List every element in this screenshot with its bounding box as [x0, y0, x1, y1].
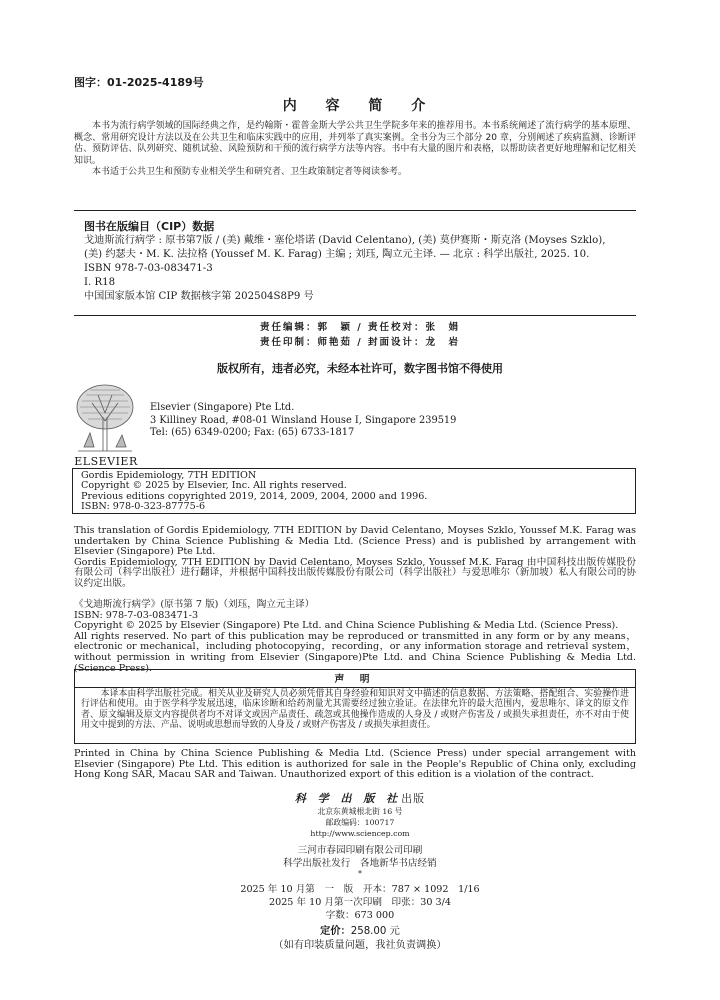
quality-note: （如有印装质量问题，我社负责调换） — [273, 939, 447, 951]
original-edition-box — [72, 468, 636, 514]
publisher-name — [0, 790, 720, 806]
staff-line — [0, 320, 720, 335]
divider — [74, 315, 636, 316]
cip-line: (美) 约瑟夫・M. K. 法拉格 (Youssef M. K. Farag) 主编 ; 刘珏, 陶立元主译. — 北京 : 科学出版社, 2025. 10. — [84, 249, 590, 260]
original-edition-line: Previous editions copyrighted 2019, 2014, 2009, 2004, 2000 and 1996. — [81, 490, 428, 502]
publisher-url: http://www.sciencep.com — [310, 829, 410, 838]
translation-chinese: Gordis Epidemiology, 7TH EDITION by David Celentano, Moyses Szklo, Youssef M.K. Farag 由中国科技出版传媒股份有限公司（科学出版社）进行翻译，并根据中国科技出版传媒股份有限公司（科学出版社）与爱思唯尔（新加坡）私人有限公司的协议约定出版。 — [74, 556, 636, 589]
printing-line: 2025 年 10 月第一次印刷 印张：30 3/4 — [269, 897, 451, 909]
publisher-address: 北京东黄城根北街 16 号 — [317, 807, 403, 816]
book-info — [74, 600, 636, 674]
translation-english: This translation of Gordis Epidemiology, 7TH EDITION by David Celentano, Moyses Szklo, Youssef M.K. Farag was undertaken by China Science Publishing & Media Ltd. (Science Press) and is published by arrangement with Elsevier (Singapore) Pte Ltd. — [74, 525, 636, 558]
edition-info — [0, 883, 720, 923]
rights-notice: 版权所有，违者必究，未经本社许可，数字图书馆不得使用 — [217, 362, 503, 375]
address-line: Elsevier (Singapore) Pte Ltd. — [150, 402, 295, 413]
printer-block — [0, 844, 720, 878]
elsevier-logo-text: ELSEVIER — [74, 455, 138, 468]
staff-line — [0, 335, 720, 350]
word-count: 字数：673 000 — [325, 910, 395, 922]
translation-notice — [74, 526, 636, 590]
edition-line: 2025 年 10 月第 一 版 开本：787 × 1092 1/16 — [240, 884, 480, 895]
cip-data — [84, 234, 636, 304]
disclaimer-box — [74, 669, 636, 744]
address-line: Tel: (65) 6349-0200; Fax: (65) 6733-1817 — [150, 427, 355, 438]
separator-star: * — [358, 869, 362, 878]
publisher-suffix: 出版 — [401, 792, 426, 805]
summary-title: 内 容 简 介 — [282, 98, 438, 114]
publisher-block — [0, 790, 720, 839]
disclaimer-body: 本译本由科学出版社完成。相关从业及研究人员必须凭借其自身经验和知识对文中描述的信息数据、方法策略、搭配组合、实验操作进行评估和使用。由于医学科学发展迅速，临床诊断和给药剂量尤其需要经过独立验证。在法律允许的最大范围内，爱思唯尔、译文的原文作者、原文编辑及原文内容提供者均不对译文或因产品责任、疏忽或其他操作造成的人身及 / 或财产伤害及 / 或损失承担责任，亦不对由于使用文中提到的方法、产品、说明或思想而导致的人身及 / 或财产伤害及 / 或损失承担责任。 — [81, 689, 629, 731]
original-edition-line: Gordis Epidemiology, 7TH EDITION — [81, 470, 257, 481]
divider — [74, 210, 636, 211]
staff-editors: 责任编辑：郭 颖 / 责任校对：张 娟 — [259, 322, 461, 333]
original-edition-line: Copyright © 2025 by Elsevier, Inc. All rights reserved. — [81, 480, 347, 492]
cip-line: Ⅰ. R18 — [84, 277, 116, 288]
price-label: 定价： — [320, 926, 351, 937]
summary-paragraph: 本书为流行病学领域的国际经典之作，是约翰斯・霍普金斯大学公共卫生学院多年来的推荐用书。本书系统阐述了流行病学的基本原理、概念、常用研究设计方法以及在公共卫生和临床实践中的应用，并列举了真实案例。全书分为三个部分 20 章，分别阐述了疾病监测、诊断评估、预防评估、队列研究、随机试验、风险预防和干预的流行病学方法等内容。书中有大量的图片和表格，以帮助读者更好地理解和记忆相关知识。 — [74, 121, 636, 166]
distributor-line: 科学出版社发行 各地新华书店经销 — [283, 858, 437, 869]
publication-number: 图字：01-2025-4189号 — [74, 76, 204, 89]
cip-line: ISBN 978-7-03-083471-3 — [84, 263, 213, 274]
printer-line: 三河市春园印刷有限公司印刷 — [297, 845, 423, 856]
price-block — [0, 925, 720, 952]
book-info-rights: All rights reserved. No part of this publication may be reproduced or transmitted in any form or by any means，electronic or mechanical，including photocopying，recording，or any information storage and retrieval system，without permission in writing from Elsevier (Singapore)Pte Ltd. and China Science Publishing & Media Ltd.(Science Press). — [74, 630, 636, 674]
price-line — [0, 925, 720, 939]
cip-heading: 图书在版编目（CIP）数据 — [84, 220, 215, 233]
staff-production: 责任印制：师艳茹 / 封面设计：龙 岩 — [259, 337, 461, 348]
cip-line: 戈迪斯流行病学 : 原书第7版 / (美) 戴维・塞伦塔诺 (David Celentano), (美) 莫伊赛斯・斯克洛 (Moyses Szklo), — [84, 235, 606, 246]
publisher-postcode: 邮政编码：100717 — [325, 818, 395, 827]
address-line: 3 Killiney Road, #08-01 Winsland House I, Singapore 239519 — [150, 414, 457, 426]
cip-line: 中国国家版本馆 CIP 数据核字第 202504S8P9 号 — [84, 291, 314, 302]
book-info-line: 《戈迪斯流行病学》(原书第 7 版)（刘珏，陶立元主译） — [74, 599, 315, 610]
disclaimer-title: 声 明 — [334, 674, 376, 685]
summary-body — [74, 121, 636, 179]
publisher-name-text: 科 学 出 版 社 — [294, 792, 402, 805]
price-value: 258.00 元 — [350, 926, 400, 937]
editorial-staff — [0, 320, 720, 350]
book-info-line: ISBN: 978-7-03-083471-3 — [74, 609, 199, 621]
printed-notice — [74, 749, 636, 781]
divider — [75, 687, 635, 688]
original-edition-line: ISBN: 978-0-323-87775-6 — [81, 501, 206, 513]
book-info-line: Copyright © 2025 by Elsevier (Singapore) Pte Ltd. and China Science Publishing & Media Ltd. (Science Press). — [74, 620, 619, 632]
elsevier-address — [150, 402, 456, 440]
printed-notice-text: Printed in China by China Science Publishing & Media Ltd. (Science Press) under special arrangement with Elsevier (Singapore) Pte Ltd. This edition is authorized for sale in the People's Republic of China only, excluding Hong Kong SAR, Macau SAR and Taiwan. Unauthorized export of this edition is a violation of the contract. — [74, 748, 636, 781]
summary-paragraph: 本书适于公共卫生和预防专业相关学生和研究者、卫生政策制定者等阅读参考。 — [92, 167, 408, 178]
elsevier-tree-logo-icon — [70, 381, 140, 455]
